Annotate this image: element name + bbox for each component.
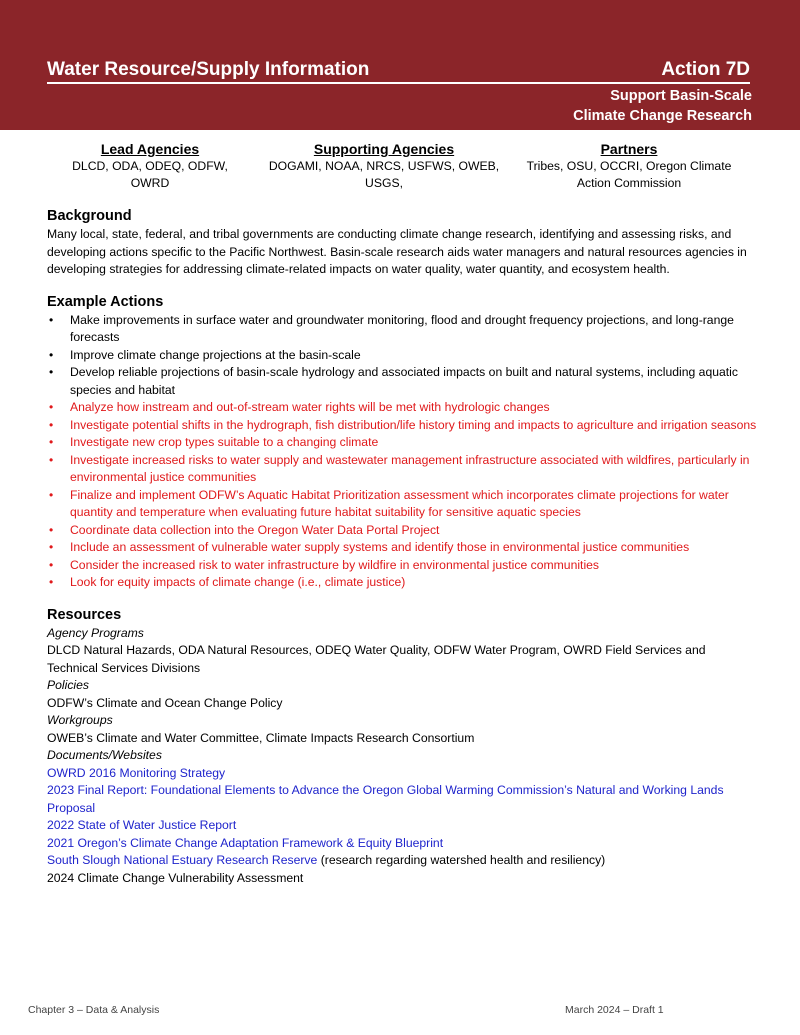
link-adaptation-framework[interactable]: 2021 Oregon’s Climate Change Adaptation Framework & Equity Blueprint [47, 835, 444, 850]
subtitle-line-2: Climate Change Research [573, 108, 752, 124]
partners-heading: Partners [600, 141, 658, 157]
supporting-agencies [266, 140, 502, 192]
policies-label: Policies [47, 678, 89, 692]
list-item: • Make improvements in surface water and groundwater monitoring, flood and drought frequency projections, and long-range forecasts [70, 312, 757, 347]
title-row [47, 58, 750, 84]
link-south-slough[interactable]: South Slough National Estuary Research Reserve [47, 853, 318, 867]
south-slough-line [47, 852, 757, 870]
list-item: • Investigate new crop types suitable to a changing climate [70, 434, 757, 452]
partners-text: Tribes, OSU, OCCRI, Oregon Climate Action Commission [526, 159, 732, 190]
list-item: • Consider the increased risk to water infrastructure by wildfire in environmental justice communities [70, 557, 757, 575]
agency-programs-label: Agency Programs [47, 625, 144, 640]
background-text: Many local, state, federal, and tribal governments are conducting climate change research, identifying and assessing risks, and developing actions specific to the Pacific Northwest. Basin-scale research aids water managers and natural resources agencies in developing strategies for addressing climate-related impacts on water quality, water quantity, and ecosystem health. [47, 227, 747, 276]
south-slough-suffix: (research regarding watershed health and resiliency) [317, 853, 606, 867]
example-actions-section [47, 293, 757, 592]
link-final-report-2023[interactable]: 2023 Final Report: Foundational Elements to Advance the Oregon Global Warming Commission’s Natural and Working Lands Proposal [47, 783, 724, 815]
action-subtitle [573, 86, 752, 126]
list-item: • Finalize and implement ODFW’s Aquatic Habitat Prioritization assessment which incorporates climate projections for water quantity and temperature when evaluating future habitat suitability for sensitive aquatic species [70, 487, 757, 522]
subtitle-line-1: Support Basin-Scale [610, 88, 752, 104]
workgroups-text: OWEB’s Climate and Water Committee, Climate Impacts Research Consortium [47, 730, 475, 745]
resources-heading: Resources [47, 606, 122, 623]
partners [516, 140, 742, 192]
resources-section [47, 606, 757, 888]
supporting-agencies-heading: Supporting Agencies [313, 141, 455, 157]
policies-text: ODFW’s Climate and Ocean Change Policy [47, 695, 283, 710]
main-content [47, 207, 757, 901]
list-item: • Develop reliable projections of basin-scale hydrology and associated impacts on built and natural systems, including aquatic species and habitat [70, 364, 757, 399]
action-number: Action 7D [661, 59, 750, 80]
footer-date: March 2024 – Draft 1 [565, 1004, 664, 1016]
list-item: • Include an assessment of vulnerable water supply systems and identify those in environmental justice communities [70, 539, 757, 557]
documents-label: Documents/Websites [47, 748, 162, 762]
workgroups-label: Workgroups [47, 713, 113, 727]
example-actions-list [47, 312, 757, 592]
footer-chapter: Chapter 3 – Data & Analysis [28, 1004, 160, 1016]
link-monitoring-strategy[interactable]: OWRD 2016 Monitoring Strategy [47, 765, 226, 780]
lead-agencies-text: DLCD, ODA, ODEQ, ODFW, OWRD [72, 159, 228, 190]
list-item: • Investigate increased risks to water supply and wastewater management infrastructure associated with wildfires, particularly in environmental justice communities [70, 452, 757, 487]
header-banner [0, 0, 800, 130]
list-item: • Look for equity impacts of climate change (i.e., climate justice) [70, 574, 757, 592]
example-actions-heading: Example Actions [47, 293, 164, 310]
supporting-agencies-text: DOGAMI, NOAA, NRCS, USFWS, OWEB, USGS, [268, 159, 500, 190]
list-item: • Improve climate change projections at the basin-scale [70, 347, 757, 365]
list-item: • Investigate potential shifts in the hydrograph, fish distribution/life history timing and impacts to agriculture and irrigation seasons [70, 417, 757, 435]
agency-programs-text: DLCD Natural Hazards, ODA Natural Resources, ODEQ Water Quality, ODFW Water Program, OWRD Field Services and Technical Services Divisions [47, 643, 706, 675]
lead-agencies [58, 140, 242, 192]
background-section [47, 207, 757, 279]
list-item: • Analyze how instream and out-of-stream water rights will be met with hydrologic changes [70, 399, 757, 417]
list-item: • Coordinate data collection into the Oregon Water Data Portal Project [70, 522, 757, 540]
link-water-justice-report[interactable]: 2022 State of Water Justice Report [47, 818, 237, 832]
background-heading: Background [47, 208, 132, 224]
vulnerability-assessment-text: 2024 Climate Change Vulnerability Assessment [47, 870, 304, 885]
page-title: Water Resource/Supply Information [47, 59, 370, 80]
lead-agencies-heading: Lead Agencies [100, 141, 200, 157]
